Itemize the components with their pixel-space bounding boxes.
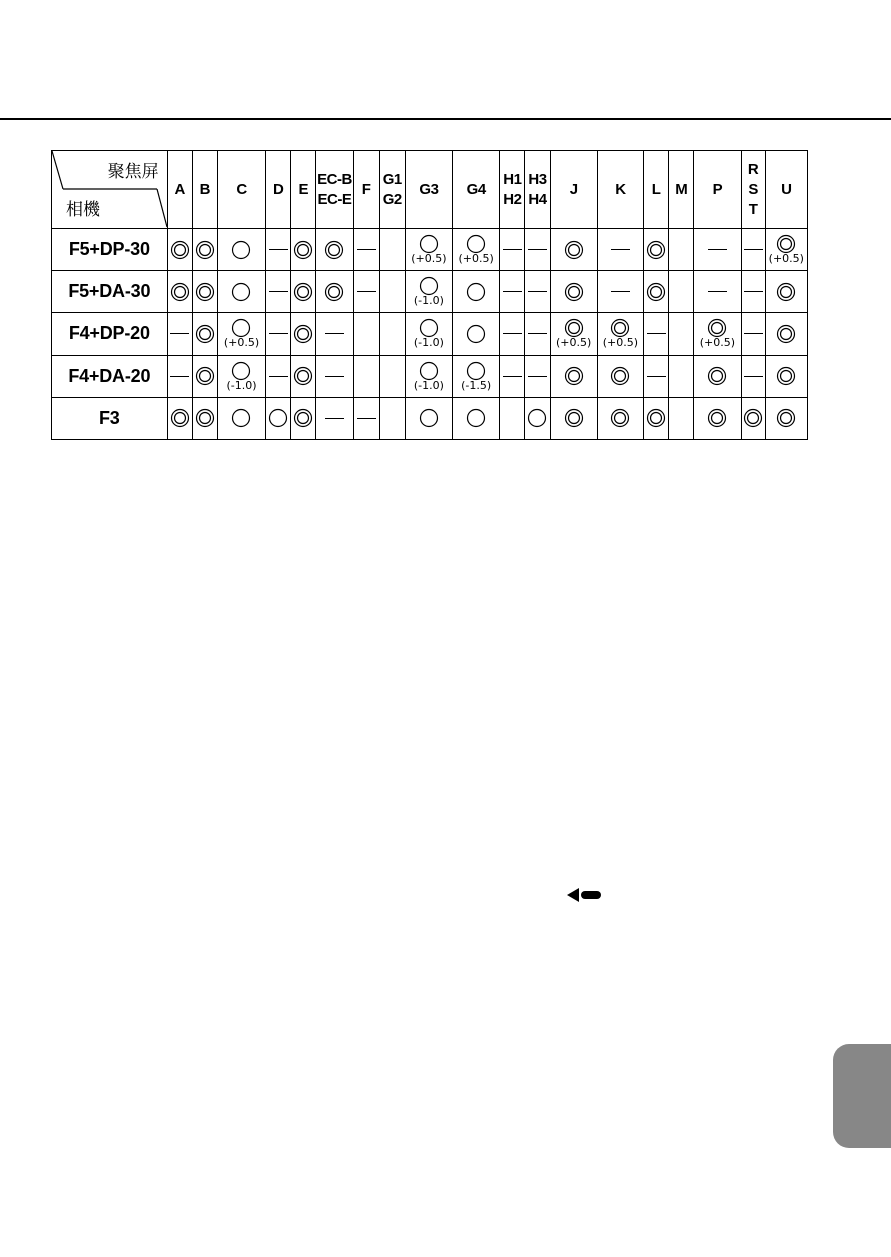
compat-cell-g12: [379, 313, 405, 355]
double-circle-icon: [776, 408, 796, 428]
exposure-compensation-note: (-1.0): [413, 294, 444, 308]
compat-cell-c: [217, 313, 265, 355]
compat-cell-ec: [316, 397, 353, 439]
dash-icon: [708, 291, 727, 292]
column-header-u: [765, 151, 807, 229]
camera-label: F5+DP-30: [52, 229, 168, 271]
dash-icon: [269, 249, 288, 250]
double-circle-icon: [564, 366, 584, 386]
dash-icon: [647, 376, 666, 377]
compat-cell-g4: [453, 271, 500, 313]
compat-cell-p: [694, 355, 741, 397]
dash-icon: [528, 249, 547, 250]
column-header-label: H3: [528, 170, 547, 188]
dash-icon: [647, 333, 666, 334]
dash-icon: [744, 291, 763, 292]
dash-icon: [357, 291, 376, 292]
column-header-e: [291, 151, 316, 229]
compat-cell-m: [669, 271, 694, 313]
compat-cell-u: [765, 271, 807, 313]
dash-icon: [325, 418, 344, 419]
compat-cell-a: [167, 229, 192, 271]
compat-cell-u: [765, 397, 807, 439]
column-header-label: H1: [503, 170, 522, 188]
double-circle-icon: [646, 282, 666, 302]
double-circle-icon: [195, 366, 215, 386]
circle-icon: [231, 318, 251, 338]
double-circle-icon: [776, 282, 796, 302]
dash-icon: [170, 376, 189, 377]
compat-cell-f: [353, 397, 379, 439]
double-circle-icon: [170, 408, 190, 428]
table-row: [52, 271, 808, 313]
column-header-l: [644, 151, 669, 229]
column-header-label: J: [569, 180, 578, 198]
compat-cell-h12: [500, 229, 525, 271]
double-circle-icon: [743, 408, 763, 428]
arrow-left-icon: [567, 888, 601, 902]
compat-cell-ec: [316, 355, 353, 397]
compat-cell-b: [192, 397, 217, 439]
dash-icon: [744, 249, 763, 250]
compat-cell-ec: [316, 229, 353, 271]
camera-label: F4+DA-20: [52, 355, 168, 397]
camera-label: F4+DP-20: [52, 313, 168, 355]
compat-cell-h12: [500, 313, 525, 355]
column-header-label: M: [675, 180, 688, 198]
column-header-k: [597, 151, 643, 229]
dash-icon: [528, 291, 547, 292]
column-header-label: P: [712, 180, 723, 198]
exposure-compensation-note: (-1.5): [461, 378, 492, 392]
circle-icon: [466, 234, 486, 254]
compat-cell-d: [266, 271, 291, 313]
compat-cell-e: [291, 397, 316, 439]
compat-cell-e: [291, 271, 316, 313]
dash-icon: [503, 249, 522, 250]
compat-cell-j: [550, 355, 597, 397]
table-row: [52, 229, 808, 271]
column-header-a: [167, 151, 192, 229]
circle-icon: [268, 408, 288, 428]
circle-icon: [419, 318, 439, 338]
circle-icon: [231, 361, 251, 381]
compat-cell-k: [597, 229, 643, 271]
compat-cell-g12: [379, 397, 405, 439]
compat-cell-j: [550, 229, 597, 271]
compat-cell-k: [597, 355, 643, 397]
dash-icon: [269, 333, 288, 334]
circle-icon: [466, 361, 486, 381]
compat-cell-a: [167, 271, 192, 313]
compat-cell-rst: [741, 397, 765, 439]
dash-icon: [503, 291, 522, 292]
compat-cell-l: [644, 397, 669, 439]
compat-cell-p: [694, 397, 741, 439]
camera-axis-label: 相機: [66, 200, 100, 220]
camera-label: F5+DA-30: [52, 271, 168, 313]
column-header-j: [550, 151, 597, 229]
circle-icon: [527, 408, 547, 428]
header-row: [52, 151, 808, 229]
compat-cell-d: [266, 229, 291, 271]
compat-cell-k: [597, 271, 643, 313]
double-circle-icon: [707, 318, 727, 338]
compat-cell-g4: [453, 229, 500, 271]
compat-cell-l: [644, 229, 669, 271]
exposure-compensation-note: (+0.5): [411, 252, 447, 266]
double-circle-icon: [707, 366, 727, 386]
dash-icon: [528, 376, 547, 377]
column-header-label: K: [615, 180, 626, 198]
exposure-compensation-note: (-1.0): [413, 336, 444, 350]
dash-icon: [708, 249, 727, 250]
compat-cell-h34: [525, 355, 550, 397]
dash-icon: [325, 333, 344, 334]
column-header-h12: [500, 151, 525, 229]
compat-cell-f: [353, 355, 379, 397]
exposure-compensation-note: (+0.5): [768, 252, 804, 266]
table-row: [52, 313, 808, 355]
dash-icon: [528, 333, 547, 334]
dash-icon: [269, 376, 288, 377]
compat-cell-e: [291, 313, 316, 355]
double-circle-icon: [195, 324, 215, 344]
table-row: [52, 355, 808, 397]
compat-cell-c: [217, 229, 265, 271]
double-circle-icon: [195, 240, 215, 260]
compat-cell-p: [694, 229, 741, 271]
compat-cell-ec: [316, 313, 353, 355]
column-header-label: H4: [528, 190, 547, 208]
compat-cell-f: [353, 313, 379, 355]
compat-cell-g4: [453, 397, 500, 439]
dash-icon: [744, 376, 763, 377]
dash-icon: [170, 333, 189, 334]
compat-cell-k: [597, 397, 643, 439]
circle-icon: [466, 282, 486, 302]
compat-cell-g3: [405, 229, 452, 271]
compat-cell-h34: [525, 397, 550, 439]
compat-cell-k: [597, 313, 643, 355]
dash-icon: [744, 333, 763, 334]
circle-icon: [466, 408, 486, 428]
column-header-label: L: [651, 180, 661, 198]
compat-cell-rst: [741, 229, 765, 271]
column-header-label: B: [199, 180, 210, 198]
exposure-compensation-note: (-1.0): [413, 378, 444, 392]
compat-cell-l: [644, 313, 669, 355]
compat-cell-g12: [379, 271, 405, 313]
column-header-label: T: [748, 200, 758, 218]
dash-icon: [325, 376, 344, 377]
column-header-b: [192, 151, 217, 229]
dash-icon: [503, 376, 522, 377]
compat-cell-j: [550, 271, 597, 313]
double-circle-icon: [564, 408, 584, 428]
compat-cell-g12: [379, 229, 405, 271]
column-header-label: R: [747, 160, 759, 178]
double-circle-icon: [776, 234, 796, 254]
column-header-m: [669, 151, 694, 229]
double-circle-icon: [170, 282, 190, 302]
compat-cell-g12: [379, 355, 405, 397]
compat-cell-e: [291, 355, 316, 397]
compat-cell-h34: [525, 229, 550, 271]
screen-axis-label: 聚焦屏: [107, 162, 159, 182]
compat-cell-h34: [525, 313, 550, 355]
compat-cell-e: [291, 229, 316, 271]
top-rule: [0, 118, 891, 120]
compat-cell-l: [644, 271, 669, 313]
compat-cell-rst: [741, 271, 765, 313]
column-header-label: G3: [419, 180, 439, 198]
compat-cell-g3: [405, 271, 452, 313]
compat-cell-g4: [453, 355, 500, 397]
column-header-g3: [405, 151, 452, 229]
compat-cell-g3: [405, 397, 452, 439]
compat-cell-d: [266, 397, 291, 439]
exposure-compensation-note: (+0.5): [458, 252, 494, 266]
double-circle-icon: [564, 282, 584, 302]
double-circle-icon: [293, 408, 313, 428]
double-circle-icon: [776, 366, 796, 386]
compat-cell-u: [765, 355, 807, 397]
compat-cell-b: [192, 271, 217, 313]
compat-cell-p: [694, 271, 741, 313]
double-circle-icon: [170, 240, 190, 260]
double-circle-icon: [324, 282, 344, 302]
dash-icon: [357, 418, 376, 419]
focusing-screen-compatibility-table: [51, 150, 808, 440]
circle-icon: [419, 234, 439, 254]
column-header-d: [266, 151, 291, 229]
column-header-label: G2: [382, 190, 402, 208]
column-header-rst: [741, 151, 765, 229]
camera-label: F3: [52, 397, 168, 439]
double-circle-icon: [776, 324, 796, 344]
column-header-label: EC-E: [317, 190, 352, 208]
compat-cell-h12: [500, 271, 525, 313]
column-header-label: H2: [503, 190, 522, 208]
column-header-label: S: [748, 180, 758, 198]
circle-icon: [419, 361, 439, 381]
compat-cell-b: [192, 313, 217, 355]
compat-cell-c: [217, 355, 265, 397]
table-corner-header: [52, 151, 168, 229]
column-header-label: F: [361, 180, 371, 198]
compat-cell-g4: [453, 313, 500, 355]
double-circle-icon: [707, 408, 727, 428]
compat-cell-m: [669, 313, 694, 355]
compat-cell-m: [669, 229, 694, 271]
column-header-label: D: [273, 180, 284, 198]
double-circle-icon: [293, 324, 313, 344]
compat-cell-g3: [405, 313, 452, 355]
compat-cell-c: [217, 271, 265, 313]
column-header-label: EC-B: [317, 170, 352, 188]
compat-cell-b: [192, 229, 217, 271]
dash-icon: [269, 291, 288, 292]
double-circle-icon: [610, 366, 630, 386]
column-header-label: E: [298, 180, 309, 198]
circle-icon: [231, 240, 251, 260]
column-header-f: [353, 151, 379, 229]
double-circle-icon: [564, 318, 584, 338]
compat-cell-f: [353, 271, 379, 313]
column-header-label: U: [781, 180, 792, 198]
double-circle-icon: [293, 282, 313, 302]
compat-cell-m: [669, 397, 694, 439]
column-header-label: G4: [466, 180, 486, 198]
dash-icon: [503, 333, 522, 334]
compat-cell-g3: [405, 355, 452, 397]
compat-cell-l: [644, 355, 669, 397]
double-circle-icon: [293, 366, 313, 386]
exposure-compensation-note: (+0.5): [602, 336, 639, 350]
double-circle-icon: [646, 408, 666, 428]
compat-cell-c: [217, 397, 265, 439]
compat-cell-j: [550, 397, 597, 439]
circle-icon: [231, 282, 251, 302]
circle-icon: [466, 324, 486, 344]
dash-icon: [611, 249, 630, 250]
column-header-label: C: [236, 180, 247, 198]
table-row: [52, 397, 808, 439]
exposure-compensation-note: (-1.0): [226, 378, 257, 392]
double-circle-icon: [324, 240, 344, 260]
double-circle-icon: [564, 240, 584, 260]
column-header-g4: [453, 151, 500, 229]
compat-cell-d: [266, 313, 291, 355]
exposure-compensation-note: (+0.5): [223, 336, 260, 350]
column-header-label: A: [174, 180, 185, 198]
double-circle-icon: [195, 282, 215, 302]
double-circle-icon: [195, 408, 215, 428]
double-circle-icon: [610, 318, 630, 338]
column-header-c: [217, 151, 265, 229]
compat-cell-a: [167, 397, 192, 439]
compat-cell-u: [765, 313, 807, 355]
compat-cell-j: [550, 313, 597, 355]
compat-cell-a: [167, 313, 192, 355]
double-circle-icon: [610, 408, 630, 428]
compat-cell-p: [694, 313, 741, 355]
compat-cell-b: [192, 355, 217, 397]
compat-cell-f: [353, 229, 379, 271]
exposure-compensation-note: (+0.5): [699, 336, 736, 350]
exposure-compensation-note: (+0.5): [556, 336, 592, 350]
compat-cell-rst: [741, 355, 765, 397]
compat-cell-h12: [500, 397, 525, 439]
circle-icon: [231, 408, 251, 428]
compat-cell-rst: [741, 313, 765, 355]
column-header-h34: [525, 151, 550, 229]
column-header-label: G1: [382, 170, 402, 188]
compat-cell-h12: [500, 355, 525, 397]
section-tab: [833, 1044, 891, 1148]
double-circle-icon: [293, 240, 313, 260]
compat-cell-m: [669, 355, 694, 397]
compat-cell-h34: [525, 271, 550, 313]
column-header-ec: [316, 151, 353, 229]
circle-icon: [419, 408, 439, 428]
dash-icon: [357, 249, 376, 250]
column-header-p: [694, 151, 741, 229]
circle-icon: [419, 276, 439, 296]
compat-cell-ec: [316, 271, 353, 313]
compat-cell-d: [266, 355, 291, 397]
column-header-g12: [379, 151, 405, 229]
compat-cell-u: [765, 229, 807, 271]
double-circle-icon: [646, 240, 666, 260]
dash-icon: [611, 291, 630, 292]
compat-cell-a: [167, 355, 192, 397]
